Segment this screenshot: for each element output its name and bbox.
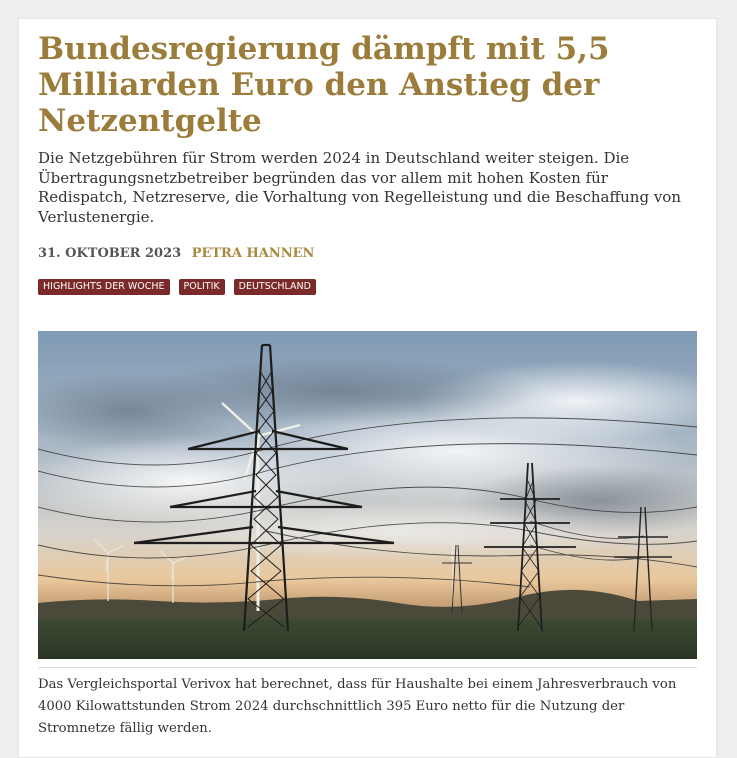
article-title: Bundesregierung dämpft mit 5,5 Milliarden Euro den Anstieg der Netzentgelte <box>38 31 610 139</box>
article-meta <box>38 245 698 263</box>
article-lead: Die Netzgebühren für Strom werden 2024 in Deutschland weiter steigen. Die Übertragungsnetzbetreiber begründen das vor allem mit hohen Kosten für Redispatch, Netzreserve, die Vorhaltung von Regelleistung und die Beschaffung von Verlustenergie. <box>38 149 681 226</box>
caption-divider <box>38 667 697 668</box>
photo-caption: Das Vergleichsportal Verivox hat berechnet, dass für Haushalte bei einem Jahresverbrauch von 4000 Kilowattstunden Strom 2024 durchschnittlich 395 Euro netto für die Nutzung der Stromnetze fällig werden. <box>38 677 677 736</box>
article-header <box>38 31 698 295</box>
article-card <box>18 18 717 758</box>
tag-politik[interactable]: POLITIK <box>179 279 225 295</box>
tag-deutschland[interactable]: DEUTSCHLAND <box>234 279 316 295</box>
article-photo <box>38 331 697 659</box>
tag-list <box>38 279 698 295</box>
article-date: 31. OKTOBER 2023 <box>38 246 182 261</box>
tag-highlights-der-woche[interactable]: HIGHLIGHTS DER WOCHE <box>38 279 170 295</box>
article-author-link[interactable]: PETRA HANNEN <box>191 246 315 261</box>
